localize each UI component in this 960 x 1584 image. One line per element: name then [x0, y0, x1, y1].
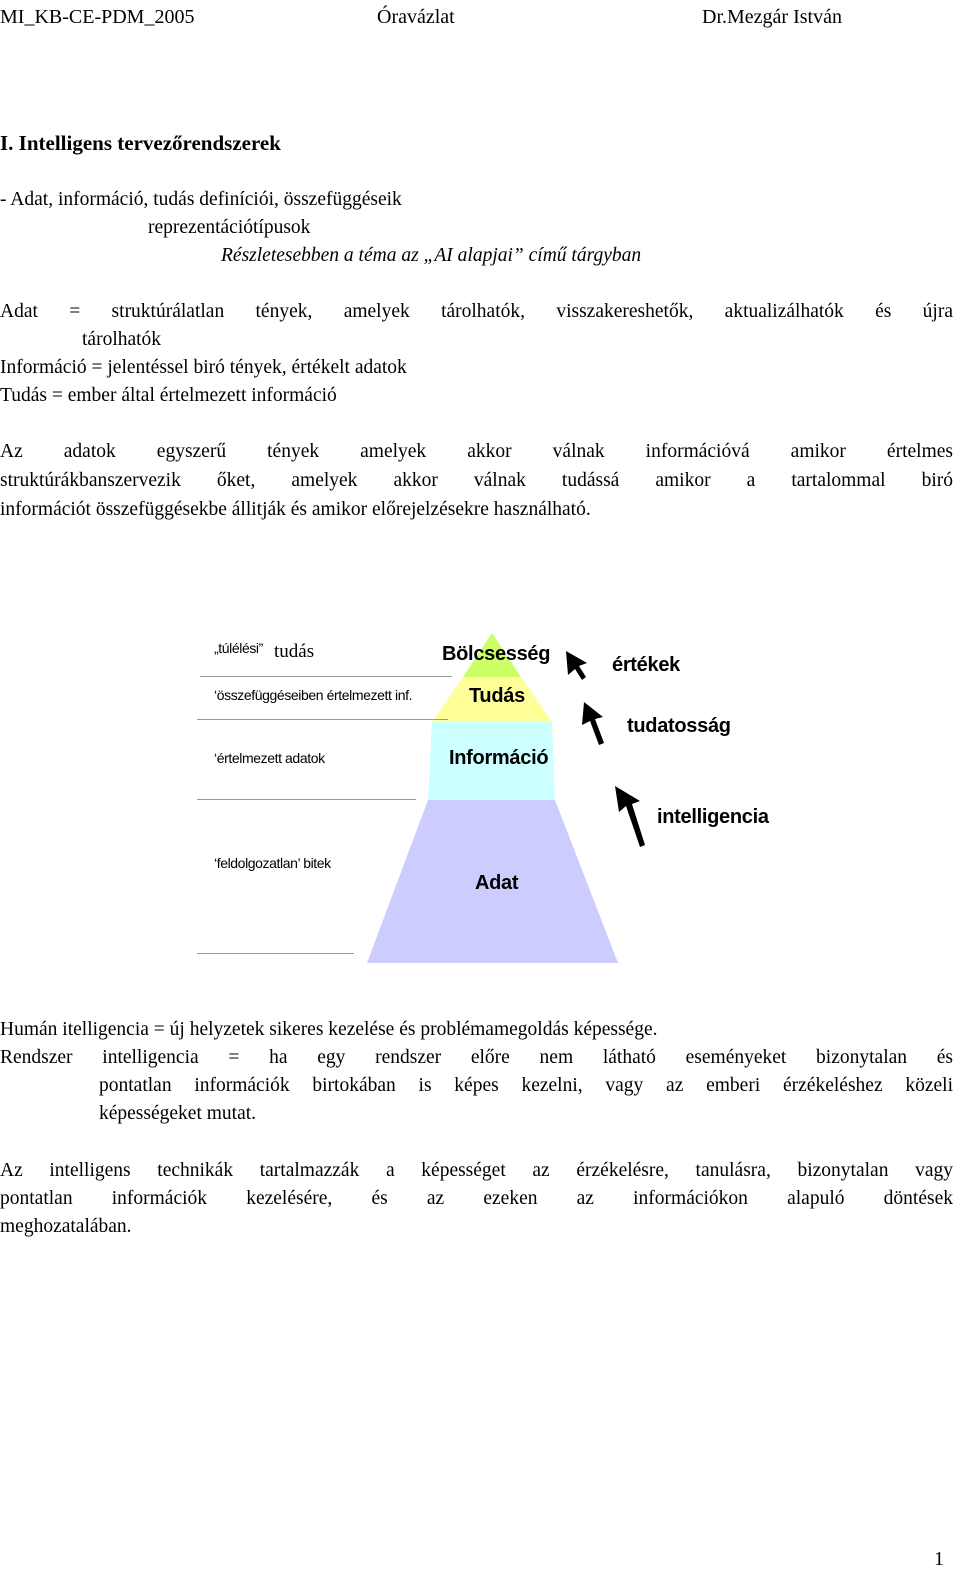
arrow-up-left-icon — [566, 651, 587, 680]
paragraph-1-line-2: struktúrákbanszervezik őket, amelyek akkor válnak tudássá amikor a tartalommal biró — [0, 470, 953, 491]
arrow-up-left-icon — [582, 702, 604, 745]
system-intelligence-line-1: Rendszer intelligencia = ha egy rendszer előre nem látható eseményeket bizonytalan és — [0, 1047, 953, 1068]
page-number: 1 — [934, 1548, 944, 1570]
paragraph-2-line-2: pontatlan információk kezelésére, és az ezeken az információkon alapuló döntések — [0, 1188, 953, 1209]
pyramid-label-knowledge: Tudás — [469, 685, 525, 707]
paragraph-1-line-1: Az adatok egyszerű tények amelyek akkor válnak információvá amikor értelmes — [0, 441, 953, 462]
divider-rule — [197, 953, 354, 954]
header-author: Dr.Mezgár István — [702, 6, 842, 28]
paragraph-2-line-1: Az intelligens technikák tartalmazzák a képességet az érzékelésre, tanulásra, bizonytalan vagy — [0, 1160, 953, 1181]
label-feldolgozatlan: ‘feldolgozatlan’ bitek — [214, 855, 331, 871]
intro-line-2: reprezentációtípusok — [148, 217, 311, 238]
definition-tudas: Tudás = ember által értelmezett információ — [0, 385, 337, 406]
label-tulelesi: „túlélési” — [214, 640, 263, 656]
label-tudas-left: tudás — [274, 641, 315, 662]
paragraph-2-line-3: meghozatalában. — [0, 1216, 132, 1237]
label-intelligencia: intelligencia — [657, 806, 769, 828]
intro-line-3: Részletesebben a téma az „AI alapjai” című tárgyban — [221, 245, 642, 266]
label-ertelmezett-adatok: ‘értelmezett adatok — [214, 750, 325, 766]
intro-line-1: - Adat, információ, tudás definíciói, összefüggéseik — [0, 189, 402, 210]
label-ertekek: értékek — [612, 654, 680, 676]
header-course-code: MI_KB-CE-PDM_2005 — [0, 6, 195, 28]
system-intelligence-line-2: pontatlan információk birtokában is képes kezelni, vagy az emberi érzékeléshez közeli — [99, 1075, 953, 1096]
pyramid-label-wisdom: Bölcsesség — [442, 643, 551, 665]
divider-rule — [197, 719, 448, 720]
pyramid-label-data: Adat — [475, 872, 519, 894]
definition-adat-line-2: tárolhatók — [82, 329, 162, 350]
header-doc-type: Óravázlat — [377, 6, 455, 28]
section-title: I. Intelligens tervezőrendszerek — [0, 131, 281, 155]
divider-rule — [197, 799, 416, 800]
definition-informacio: Információ = jelentéssel biró tények, értékelt adatok — [0, 357, 407, 378]
pyramid-label-information: Információ — [449, 747, 549, 769]
human-intelligence: Humán itelligencia = új helyzetek sikeres kezelése és problémamegoldás képessége. — [0, 1019, 658, 1040]
definition-adat-line-1: Adat = struktúrálatlan tények, amelyek tárolhatók, visszakereshetők, aktualizálhatók és újra — [0, 301, 953, 322]
divider-rule — [200, 676, 452, 677]
paragraph-1-line-3: információt összefüggésekbe állitják és amikor előrejelzésekre használható. — [0, 499, 591, 520]
arrow-up-left-icon — [615, 786, 645, 847]
label-tudatossag: tudatosság — [627, 715, 731, 737]
system-intelligence-line-3: képességeket mutat. — [99, 1103, 257, 1124]
label-osszefuggeseiben: ‘összefüggéseiben értelmezett inf. — [214, 687, 413, 703]
